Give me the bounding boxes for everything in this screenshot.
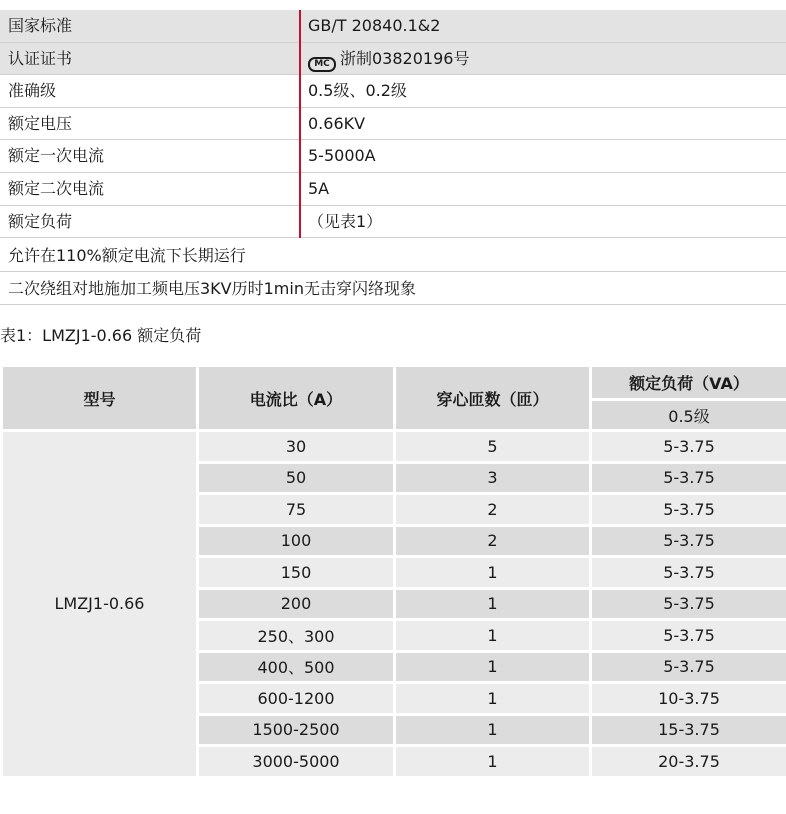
spec-row-standard (0, 10, 786, 43)
rated-load-table (0, 364, 786, 779)
ratio-cell: 3000-5000 (198, 746, 395, 778)
load-cell: 5-3.75 (591, 620, 786, 652)
load-cell: 5-3.75 (591, 651, 786, 683)
turns-cell: 1 (395, 557, 591, 589)
spec-row-primary-current (0, 140, 786, 173)
spec-key: 额定二次电流 (8, 178, 105, 198)
note-text: 允许在110%额定电流下长期运行 (8, 246, 246, 265)
spec-value: 0.66KV (308, 113, 366, 133)
spec-value: （见表1） (308, 211, 383, 231)
ratio-cell: 250、300 (198, 620, 395, 652)
load-cell: 20-3.75 (591, 746, 786, 778)
ratio-cell: 100 (198, 525, 395, 557)
spec-value: 0.5级、0.2级 (308, 81, 407, 101)
ratio-cell: 200 (198, 588, 395, 620)
ratio-cell: 600-1200 (198, 683, 395, 715)
turns-cell: 1 (395, 714, 591, 746)
load-cell: 5-3.75 (591, 588, 786, 620)
spec-value: 5-5000A (308, 146, 376, 166)
turns-cell: 2 (395, 494, 591, 526)
header-load-class: 0.5级 (591, 400, 786, 431)
table-caption: 表1：LMZJ1-0.66 额定负荷 (0, 326, 202, 345)
load-cell: 5-3.75 (591, 462, 786, 494)
turns-cell: 5 (395, 431, 591, 463)
ratio-cell: 1500-2500 (198, 714, 395, 746)
load-cell: 5-3.75 (591, 431, 786, 463)
spec-divider-line (299, 10, 301, 238)
ratio-cell: 150 (198, 557, 395, 589)
mc-certification-icon: MC (308, 57, 336, 72)
note-text: 二次绕组对地施加工频电压3KV历时1min无击穿闪络现象 (8, 279, 416, 298)
load-cell: 5-3.75 (591, 557, 786, 589)
spec-row-secondary-current (0, 173, 786, 206)
load-cell: 10-3.75 (591, 683, 786, 715)
spec-row-certificate (0, 43, 786, 76)
turns-cell: 2 (395, 525, 591, 557)
load-cell: 5-3.75 (591, 525, 786, 557)
spec-key: 额定负荷 (8, 211, 73, 231)
header-load: 额定负荷（VA） (591, 366, 786, 400)
header-model: 型号 (2, 366, 198, 431)
header-turns: 穿心匝数（匝） (395, 366, 591, 431)
ratio-cell: 50 (198, 462, 395, 494)
load-cell: 15-3.75 (591, 714, 786, 746)
note-row (0, 240, 786, 272)
turns-cell: 1 (395, 588, 591, 620)
note-row (0, 273, 786, 305)
turns-cell: 1 (395, 746, 591, 778)
spec-key: 认证证书 (8, 48, 73, 68)
load-cell: 5-3.75 (591, 494, 786, 526)
turns-cell: 1 (395, 651, 591, 683)
spec-key: 准确级 (8, 81, 57, 101)
spec-row-voltage (0, 108, 786, 141)
ratio-cell: 30 (198, 431, 395, 463)
ratio-cell: 400、500 (198, 651, 395, 683)
spec-key: 额定一次电流 (8, 146, 105, 166)
model-cell: LMZJ1-0.66 (2, 431, 198, 778)
spec-key: 国家标准 (8, 16, 73, 35)
spec-value: 5A (308, 178, 330, 198)
turns-cell: 3 (395, 462, 591, 494)
ratio-cell: 75 (198, 494, 395, 526)
spec-value-certificate (308, 43, 469, 75)
spec-row-accuracy (0, 75, 786, 108)
turns-cell: 1 (395, 620, 591, 652)
spec-table (0, 10, 786, 238)
certificate-number: 浙制03820196号 (340, 48, 470, 68)
header-ratio: 电流比（A） (198, 366, 395, 431)
spec-row-rated-load (0, 206, 786, 239)
spec-value: GB/T 20840.1&2 (308, 16, 441, 35)
table-row (2, 431, 786, 463)
turns-cell: 1 (395, 683, 591, 715)
spec-key: 额定电压 (8, 113, 73, 133)
